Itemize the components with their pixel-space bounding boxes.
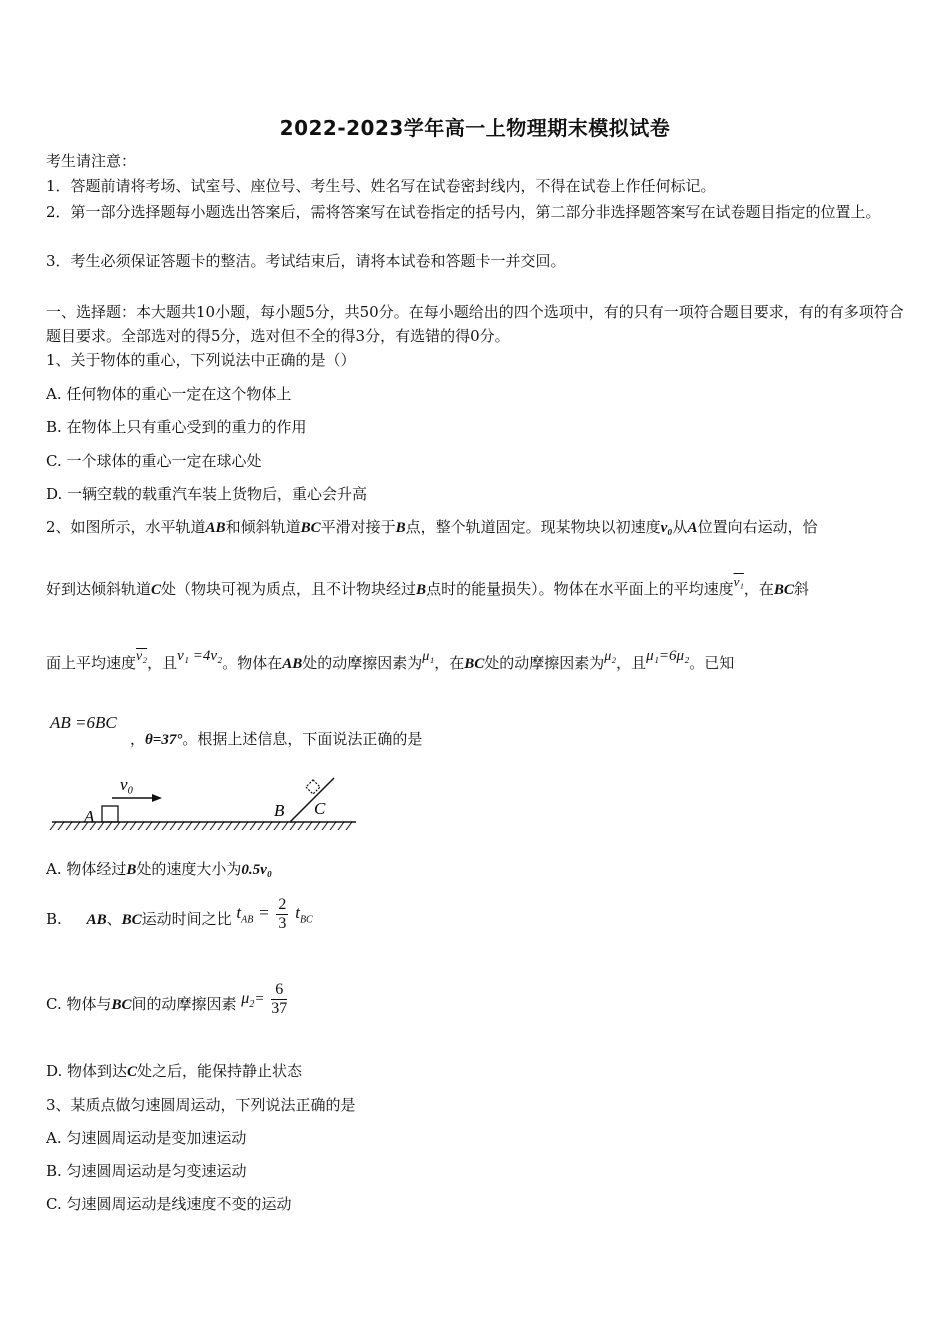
- question-1-stem: 1、关于物体的重心，下列说法中正确的是（）: [46, 351, 356, 369]
- question-2-line-4: ，θ=37°。根据上述信息，下面说法正确的是: [130, 730, 423, 748]
- block-at-a: [102, 806, 118, 822]
- question-2-line-2: 好到达倾斜轨道C处（物块可视为质点，且不计物块经过B点时的能量损失）。物体在水平面上的平均速度v₁，在BC斜: [46, 574, 809, 598]
- question-3-option-c: C. 匀速圆周运动是线速度不变的运动: [46, 1195, 292, 1213]
- question-1-option-d: D. 一辆空载的载重汽车装上货物后，重心会升高: [46, 485, 368, 503]
- question-1-option-c: C. 一个球体的重心一定在球心处: [46, 452, 262, 470]
- section-heading: 一、选择题：本大题共10小题，每小题5分，共50分。在每小题给出的四个选项中，有的只有一项符合题目要求，有的有多项符合题目要求。全部选对的得5分，选对但不全的得3分，有选错的得0分。: [46, 303, 904, 345]
- notice-item-1: 1．答题前请将考场、试室号、座位号、考生号、姓名写在试卷密封线内，不得在试卷上作任何标记。: [46, 177, 716, 195]
- question-2-eq-ab-bc: AB =6BC: [50, 713, 117, 732]
- label-b: B: [274, 801, 285, 820]
- label-v0: v₀: [120, 775, 134, 794]
- question-2-option-a: A. 物体经过B处的速度大小为0.5v₀: [46, 860, 273, 878]
- track-diagram: [46, 770, 366, 840]
- block-at-c: [306, 780, 320, 794]
- notice-heading: 考生请注意：: [46, 152, 137, 170]
- question-2-line-3: 面上平均速度v₂，且v₁ =4v₂。物体在AB处的动摩擦因素为μ₁，在BC处的动摩擦因素为μ₂，且μ₁=6μ₂。已知: [46, 648, 735, 672]
- question-3-option-a: A. 匀速圆周运动是变加速运动: [46, 1129, 247, 1147]
- question-3-stem: 3、某质点做匀速圆周运动，下列说法正确的是: [46, 1096, 356, 1114]
- question-2-option-c: C. 物体与BC间的动摩擦因素 $\mu_2=$ $\frac{6}{37}$: [46, 980, 288, 1017]
- notice-item-2: 2．第一部分选择题每小题选出答案后，需将答案写在试卷指定的括号内，第二部分非选择题答案写在试卷题目指定的位置上。: [46, 203, 881, 221]
- notice-item-3: 3．考生必须保证答题卡的整洁。考试结束后，请将本试卷和答题卡一并交回。: [46, 252, 566, 270]
- page-title: 2022-2023学年高一上物理期末模拟试卷: [279, 116, 671, 140]
- question-1-option-b: B. 在物体上只有重心受到的重力的作用: [46, 418, 307, 436]
- arrow-head-icon: [152, 794, 162, 802]
- question-2-line-1: 2、如图所示，水平轨道AB和倾斜轨道BC平滑对接于B点，整个轨道固定。现某物块以初速度v₀从A位置向右运动，恰: [46, 518, 818, 536]
- label-c: C: [314, 799, 326, 818]
- question-2-option-b: B. AB、BC运动时间之比 $t_{AB}$ = $\frac{2}{3}$ $t_{BC}$: [46, 895, 313, 932]
- label-a: A: [84, 807, 95, 826]
- ground-hatching: [50, 822, 352, 830]
- question-3-option-b: B. 匀速圆周运动是匀变速运动: [46, 1162, 247, 1180]
- incline-line: [290, 778, 334, 822]
- question-2-option-d: D. 物体到达C处之后，能保持静止状态: [46, 1062, 303, 1080]
- question-1-option-a: A. 任何物体的重心一定在这个物体上: [46, 385, 292, 403]
